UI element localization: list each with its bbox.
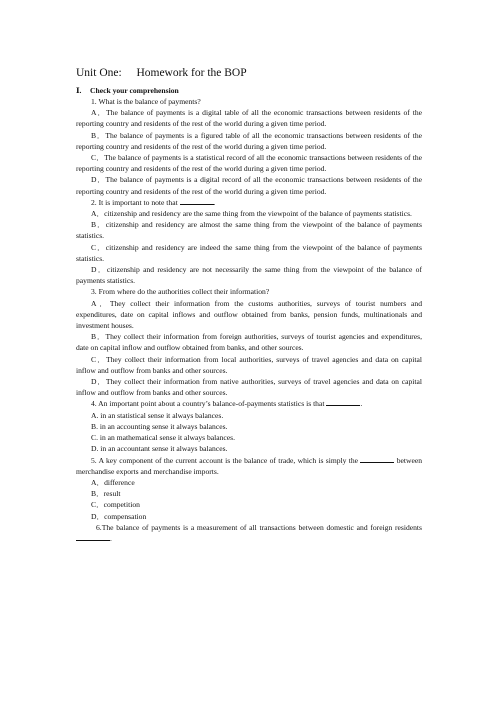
section-label: Check your comprehension: [90, 86, 179, 95]
section-numeral: Ⅰ.: [76, 86, 82, 95]
title-unit: Unit One:: [76, 67, 122, 79]
answer-blank: [76, 533, 110, 541]
question-6-text: 6.The balance of payments is a measurement of all transactions between domestic and foreign residents: [96, 522, 422, 532]
question-2-option-c: C．citizenship and residency are indeed the same thing from the viewpoint of the balance of payments statistics.: [76, 242, 422, 263]
question-2-option-b: B．citizenship and residency are almost the same thing from the viewpoint of the balance of payments statistics.: [76, 220, 422, 241]
question-4-option-d: D. in an accountant sense it always balances.: [91, 444, 228, 454]
question-3: 3. From where do the authorities collect their information?: [91, 287, 270, 297]
question-5-option-d: D．compensation: [91, 511, 147, 521]
answer-blank: [326, 398, 360, 406]
title-text: Homework for the BOP: [136, 67, 247, 79]
question-5-option-a: A．difference: [91, 477, 135, 487]
section-heading: [76, 85, 422, 96]
answer-blank: [360, 455, 394, 463]
question-5-text-after: between merchandise exports and merchandise imports.: [76, 455, 422, 476]
question-1-option-a: A．The balance of payments is a digital table of all the economic transactions between residents of the reporting country and residents of the rest of the world during a given time period.: [76, 108, 422, 129]
page-title: [76, 66, 422, 80]
question-2-text: 2. It is important to note that: [91, 197, 178, 207]
question-3-option-c: C．They collect their information from local authorities, surveys of travel agencies and data on capital inflow and outflow from banks and other sources.: [76, 354, 422, 375]
question-5-text-before: 5. A key component of the current account is the balance of trade, which is simply the: [91, 455, 359, 465]
question-4-option-a: A. in an statistical sense it always balances.: [91, 410, 224, 420]
question-5-option-b: B．result: [91, 489, 121, 499]
question-4-text: 4. An important point about a country’s balance-of-payments statistics is that: [91, 399, 325, 409]
question-3-option-b: B．They collect their information from foreign authorities, surveys of tourist agencies and expenditures, date on capital inflow and outflow obtained from banks, and other sources.: [76, 332, 422, 353]
question-3-option-a: A．They collect their information from the customs authorities, surveys of tourist numbers and expenditures, date on capital inflows and outflow obtained from banks, pension funds, multinationals and investment houses.: [76, 298, 422, 331]
question-1-option-d: D．The balance of payments is a digital record of all the economic transactions between residents of the reporting country and residents of the rest of the world during a given time period.: [76, 175, 422, 196]
question-1: 1. What is the balance of payments?: [91, 97, 201, 106]
question-5-option-c: C．competition: [91, 500, 140, 510]
question-1-option-c: C．The balance of payments is a statistical record of all the economic transactions between residents of the reporting country and residents of the rest of the world during a given time period.: [76, 153, 422, 174]
question-2-option-d: D．citizenship and residency are not necessarily the same thing from the viewpoint of the balance of payments statistics.: [76, 265, 422, 286]
question-4: 4. An important point about a country’s balance-of-payments statistics is that .: [91, 399, 363, 409]
question-4-option-c: C. in an mathematical sense it always balances.: [91, 433, 236, 443]
answer-blank: [180, 197, 214, 205]
question-3-option-d: D．They collect their information from native authorities, surveys of travel agencies and data on capital inflow and outflow from banks and other sources.: [76, 377, 422, 398]
question-5: [76, 455, 422, 477]
question-2: 2. It is important to note that .: [91, 197, 216, 207]
question-6: 6.The balance of payments is a measurement of all transactions between domestic and foreign residents .: [76, 522, 422, 544]
question-1-option-b: B．The balance of payments is a figured table of all the economic transactions between residents of the reporting country and residents of the rest of the world during a given time period.: [76, 130, 422, 151]
question-2-option-a: A．citizenship and residency are the same thing from the viewpoint of the balance of payments statistics.: [91, 209, 412, 219]
question-4-option-b: B. in an accounting sense it always balances.: [91, 421, 228, 431]
document-body: [76, 66, 422, 544]
